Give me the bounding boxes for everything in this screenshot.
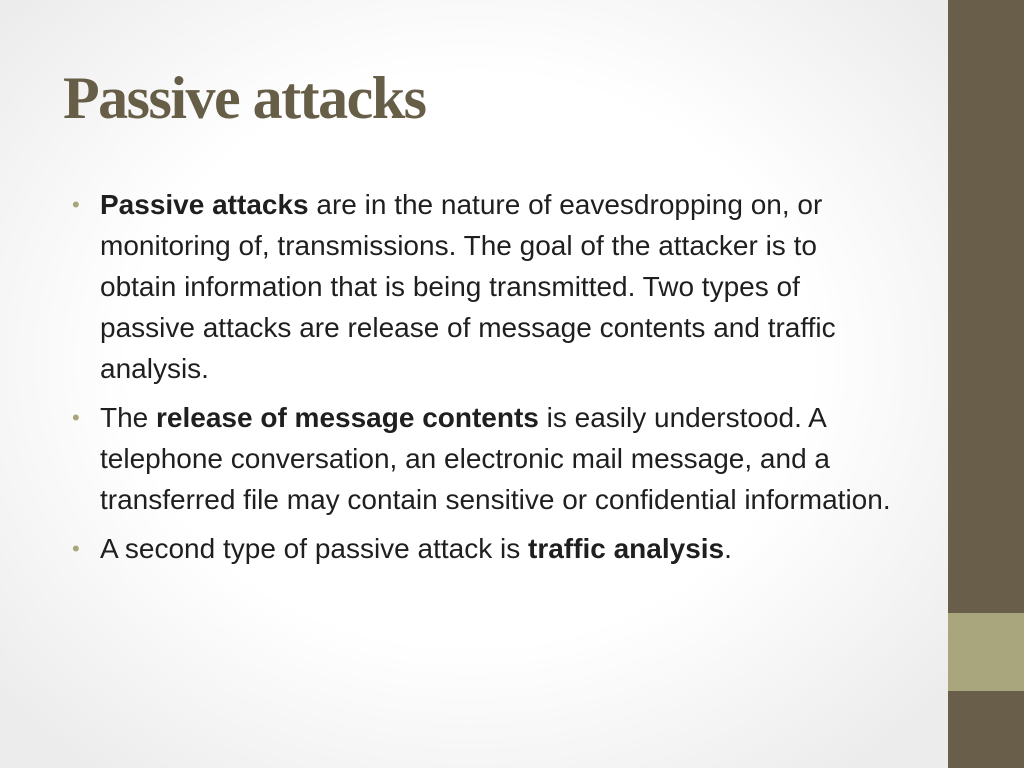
bullet-marker-icon: • <box>72 192 80 217</box>
side-accent-block <box>948 613 1024 691</box>
bullet-text: is easily understood. A telephone conversation, an electronic mail message, and a transferred file may contain sensitive or confidential information. <box>100 402 891 515</box>
slide-title: Passive attacks <box>63 65 426 131</box>
bullet-text: are in the nature of eavesdropping on, or monitoring of, transmissions. The goal of the attacker is to obtain information that is being transmitted. Two types of passive attacks are release of message contents and traffic analysis. <box>100 189 836 384</box>
bullet-text: The <box>100 402 157 433</box>
bullet-marker-icon: • <box>72 405 80 430</box>
bullet-item <box>72 397 892 520</box>
bullet-bold-text: release of message contents <box>156 402 539 433</box>
bullet-item <box>72 184 892 389</box>
bullet-text: A second type of passive attack is <box>100 533 529 564</box>
bullet-marker-icon: • <box>72 536 80 561</box>
bullet-list <box>72 184 892 577</box>
bullet-item <box>72 528 892 569</box>
bullet-bold-text: traffic analysis <box>528 533 725 564</box>
bullet-text: . <box>724 533 732 564</box>
bullet-bold-text: Passive attacks <box>100 189 309 220</box>
